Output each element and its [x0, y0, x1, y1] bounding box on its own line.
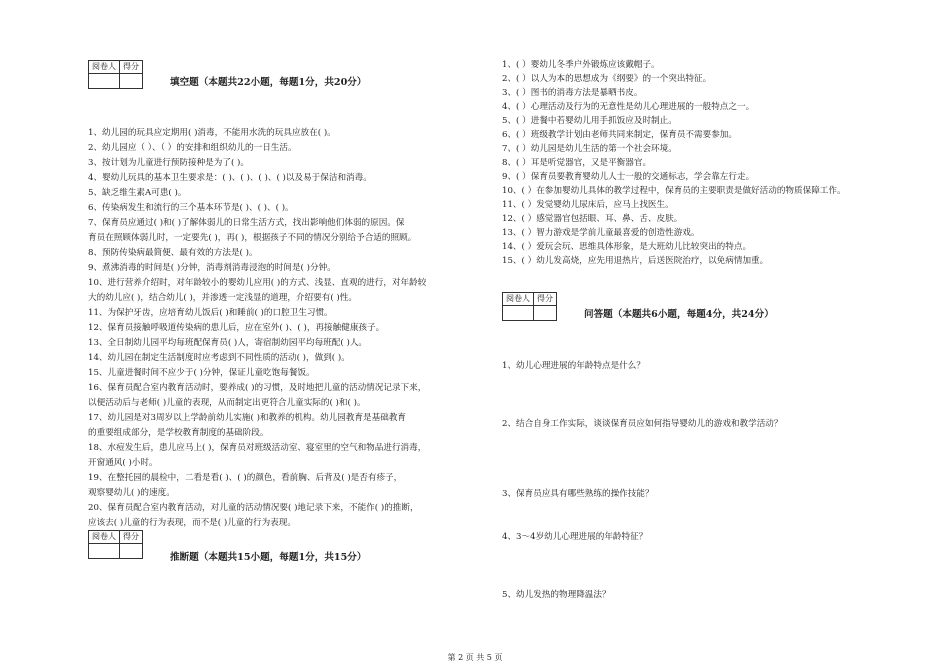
score-box-grader-cell [89, 544, 120, 559]
fill-blank-line: 育员在照顾体弱儿时，一定要先( )，再( )，根据孩子不同的情况分别给予合适的照顾。 [88, 233, 417, 243]
true-false-line: 2、( ）以人为本的思想成为《纲要》的一个突出特征。 [502, 74, 712, 84]
score-box-grader-label: 阅卷人 [89, 61, 120, 74]
fill-blank-line: 的重要组成部分，是学校教育制度的基础阶段。 [88, 428, 269, 438]
fill-blank-line: 14、幼儿园在制定生活制度时应考虑到不同性质的活动( )，做到( )。 [88, 353, 350, 363]
fill-blank-line: 20、保育员配合室内教育活动，对儿童的活动情况要( )地记录下来，不能作( )的推断， [88, 503, 419, 513]
score-box-score-cell [534, 306, 557, 321]
fill-blank-line: 应该去( )儿童的行为表现，而不是( )儿童的行为表现。 [88, 518, 296, 528]
score-box-qa [502, 292, 557, 321]
fill-blank-line: 19、在整托园的晨检中，二看是看( )、( )的颜色，看前胸、后背及( )是否有疹子， [88, 473, 403, 483]
fill-blank-title: 填空题（本题共22小题，每题1分，共20分） [170, 77, 367, 88]
true-false-line: 9、( ）保育员要教育婴幼儿人士一般的交通标志，学会靠左行走。 [502, 172, 755, 182]
score-box-true-false [88, 530, 143, 559]
fill-blank-line: 7、保育员应通过( )和( )了解体弱儿的日常生活方式，找出影响他们体弱的原因。保 [88, 218, 405, 228]
score-box-score-label: 得分 [120, 531, 143, 544]
fill-blank-line: 观察婴幼儿( )的速度。 [88, 488, 175, 498]
score-box-grader-label: 阅卷人 [89, 531, 120, 544]
qa-question: 3、保育员应具有哪些熟练的操作技能？ [502, 489, 654, 499]
true-false-line: 11、( ）发觉婴幼儿尿床后，应马上找医生。 [502, 200, 674, 210]
fill-blank-line: 11、为保护牙齿，应培育幼儿饭后( )和睡前( )的口腔卫生习惯。 [88, 308, 333, 318]
fill-blank-line: 9、煮沸消毒的时间是( )分钟，消毒剂消毒浸泡的时间是( )分钟。 [88, 263, 336, 273]
fill-blank-line: 2、幼儿园应（ ）、（ ）的安排和组织幼儿的一日生活。 [88, 143, 297, 153]
score-box-grader-label: 阅卷人 [503, 293, 534, 306]
score-box-score-cell [120, 544, 143, 559]
true-false-line: 3、( ）图书的消毒方法是暴晒书皮。 [502, 88, 643, 98]
score-box-score-cell [120, 74, 143, 89]
page-footer: 第 2 页 共 5 页 [447, 653, 503, 662]
fill-blank-line: 3、按计划为儿童进行预防接种是为了( )。 [88, 158, 249, 168]
fill-blank-line: 17、幼儿园是对3周岁以上学龄前幼儿实施( )和教养的机构。幼儿园教育是基础教育 [88, 413, 407, 423]
fill-blank-line: 1、幼儿园的玩具应定期用( )消毒，不能用水洗的玩具应放在( )。 [88, 128, 336, 138]
true-false-line: 1、( ）婴幼儿冬季户外锻炼应该戴帽子。 [502, 60, 660, 70]
fill-blank-line: 18、水痘发生后，患儿应马上( )，保育员对班级活动室、寝室里的空气和物品进行消毒， [88, 443, 427, 453]
fill-blank-line: 5、缺乏维生素A可患( )。 [88, 188, 187, 198]
true-false-line: 14、( ）爱玩会玩、思维具体形象，是大班幼儿比较突出的特点。 [502, 242, 752, 252]
true-false-line: 10、( ）在参加婴幼儿具体的教学过程中，保育员的主要职责是做好活动的物质保障工作。 [502, 186, 846, 196]
score-box-fill-blank [88, 60, 143, 89]
fill-blank-line: 开窗通风( )小时。 [88, 458, 158, 468]
fill-blank-line: 6、传染病发生和流行的三个基本环节是( )、( )、( )。 [88, 203, 294, 213]
fill-blank-line: 12、保育员接触呼吸道传染病的患儿后，应在室外( )、( )，再接触健康孩子。 [88, 323, 385, 333]
fill-blank-line: 大的幼儿应( )，结合幼儿( )，并渗透一定浅显的道理，介绍要有( )性。 [88, 293, 357, 303]
qa-question: 4、3～4岁幼儿心理进展的年龄特征？ [502, 532, 648, 542]
fill-blank-line: 10、进行营养介绍时，对年龄较小的婴幼儿应用( )的方式、浅显、直观的进行，对年龄较 [88, 278, 427, 288]
true-false-line: 15、( ）幼儿发高烧，应先用退热片，后送医院治疗，以免病情加重。 [502, 256, 769, 266]
score-box-grader-cell [89, 74, 120, 89]
fill-blank-line: 8、预防传染病最简便、最有效的方法是( )。 [88, 248, 258, 258]
true-false-line: 4、( ）心理活动及行为的无意性是幼儿心理进展的一般特点之一。 [502, 102, 755, 112]
score-box-score-label: 得分 [534, 293, 557, 306]
score-box-score-label: 得分 [120, 61, 143, 74]
true-false-line: 6、( ）班级教学计划由老师共同来制定，保育员不需要参加。 [502, 130, 737, 140]
fill-blank-line: 16、保育员配合室内教育活动时，要养成( )的习惯，及时地把儿童的活动情况记录下来， [88, 383, 427, 393]
true-false-title: 推断题（本题共15小题，每题1分，共15分） [170, 552, 367, 563]
true-false-line: 5、( ）进餐中若婴幼儿用手抓饭应及时制止。 [502, 116, 677, 126]
true-false-line: 8、( ）耳是听觉器官，又是平衡器官。 [502, 158, 652, 168]
qa-title: 问答题（本题共6小题，每题4分，共24分） [584, 309, 774, 320]
true-false-line: 7、( ）幼儿园是幼儿生活的第一个社会环境。 [502, 144, 677, 154]
fill-blank-line: 以便活动后与老师( )儿童的表现，从而制定出更符合儿童实际的( )和( )。 [88, 398, 366, 408]
qa-question: 5、幼儿发热的物理降温法？ [502, 590, 611, 600]
score-box-grader-cell [503, 306, 534, 321]
fill-blank-line: 13、全日制幼儿园平均每班配保育员( )人，寄宿制幼园平均每班配( )人。 [88, 338, 368, 348]
qa-question: 2、结合自身工作实际，谈谈保育员应如何指导婴幼儿的游戏和教学活动？ [502, 419, 783, 429]
qa-question: 1、幼儿心理进展的年龄特点是什么？ [502, 361, 645, 371]
true-false-line: 12、( ）感觉器官包括眼、耳、鼻、舌、皮肤。 [502, 214, 683, 224]
true-false-line: 13、( ）智力游戏是学前儿童最喜爱的创造性游戏。 [502, 228, 700, 238]
fill-blank-line: 15、儿童进餐时间不应少于( )分钟，保证儿童吃饱每餐饭。 [88, 368, 315, 378]
fill-blank-line: 4、婴幼儿玩具的基本卫生要求是：( )、( )、( )、( )以及易于保洁和消毒。 [88, 173, 372, 183]
